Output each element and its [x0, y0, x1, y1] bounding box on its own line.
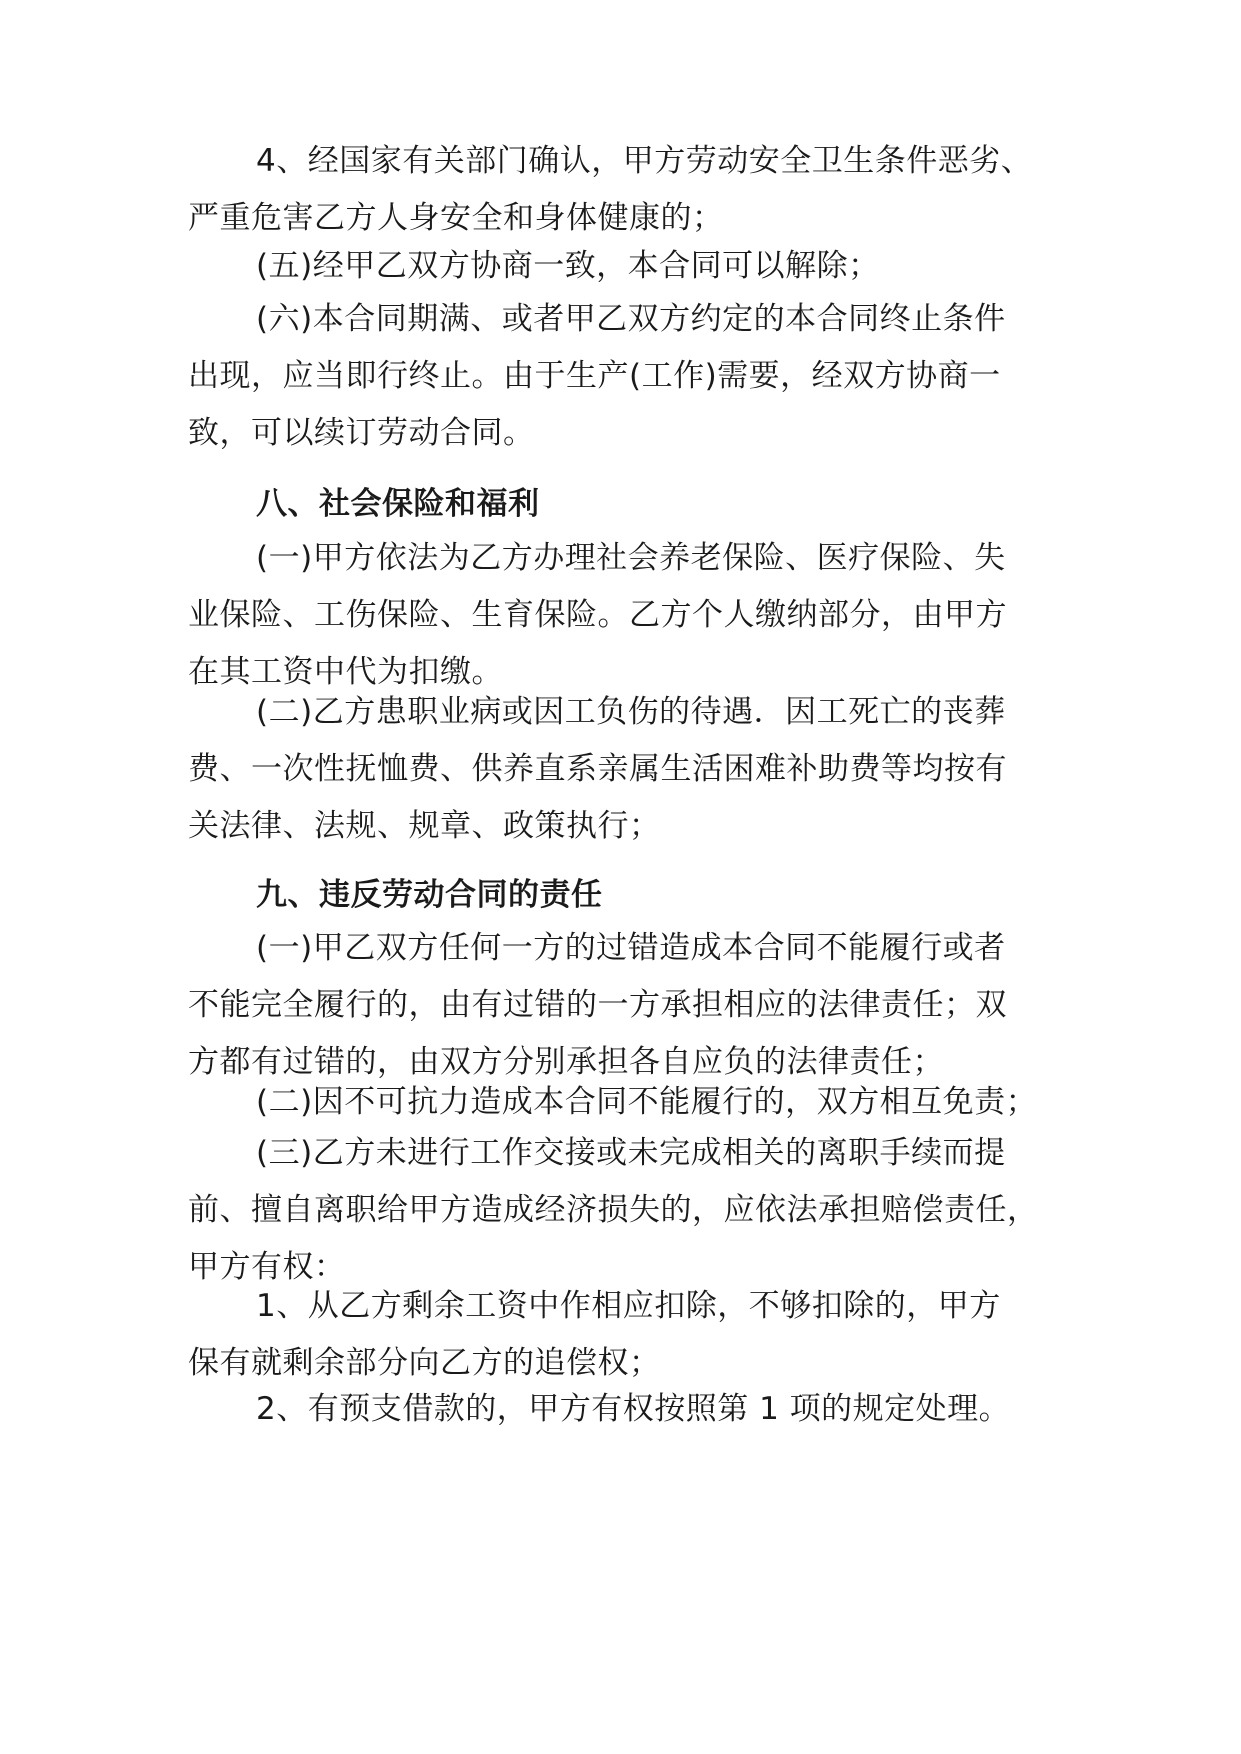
paragraph-line: 前、擅自离职给甲方造成经济损失的，应依法承担赔偿责任，	[188, 1192, 1039, 1228]
section-heading-8: 八、社会保险和福利	[256, 486, 540, 522]
paragraph-line: 4、经国家有关部门确认，甲方劳动安全卫生条件恶劣、	[256, 143, 1033, 179]
paragraph-9-3	[188, 1125, 1068, 1296]
paragraph-9-3-item-1	[188, 1278, 1068, 1392]
paragraph-line: (二)因不可抗力造成本合同不能履行的，双方相互免责；	[256, 1084, 1038, 1120]
paragraph-line: 在其工资中代为扣缴。	[188, 654, 503, 690]
document-page	[188, 0, 1068, 1754]
paragraph-8-2	[188, 684, 1068, 855]
paragraph-line: 甲方有权：	[188, 1249, 346, 1285]
paragraph-9-1	[188, 920, 1068, 1091]
paragraph-line: 1、从乙方剩余工资中作相应扣除，不够扣除的，甲方	[256, 1288, 1001, 1324]
paragraph-line: 方都有过错的，由双方分别承担各自应负的法律责任；	[188, 1044, 944, 1080]
paragraph-item-5	[188, 238, 1068, 295]
paragraph-line: (五)经甲乙双方协商一致，本合同可以解除；	[256, 248, 880, 284]
paragraph-line: 致，可以续订劳动合同。	[188, 415, 535, 451]
paragraph-line: 严重危害乙方人身安全和身体健康的；	[188, 200, 724, 236]
paragraph-line: 不能完全履行的，由有过错的一方承担相应的法律责任；双	[188, 987, 1007, 1023]
paragraph-item-4	[188, 133, 1068, 247]
paragraph-9-2	[188, 1074, 1068, 1131]
paragraph-line: 保有就剩余部分向乙方的追偿权；	[188, 1345, 661, 1381]
paragraph-line: 2、有预支借款的，甲方有权按照第 1 项的规定处理。	[256, 1391, 1011, 1427]
paragraph-line: 出现，应当即行终止。由于生产(工作)需要，经双方协商一	[188, 358, 1001, 394]
paragraph-line: (六)本合同期满、或者甲乙双方约定的本合同终止条件	[256, 301, 1006, 337]
section-heading-9: 九、违反劳动合同的责任	[256, 877, 603, 913]
paragraph-9-3-item-2	[188, 1381, 1068, 1438]
paragraph-line: (一)甲方依法为乙方办理社会养老保险、医疗保险、失	[256, 540, 1006, 576]
paragraph-8-1	[188, 530, 1068, 701]
paragraph-line: 费、一次性抚恤费、供养直系亲属生活困难补助费等均按有	[188, 751, 1007, 787]
paragraph-line: (一)甲乙双方任何一方的过错造成本合同不能履行或者	[256, 930, 1006, 966]
paragraph-line: (三)乙方未进行工作交接或未完成相关的离职手续而提	[256, 1135, 1006, 1171]
paragraph-item-6	[188, 291, 1068, 462]
paragraph-line: 业保险、工伤保险、生育保险。乙方个人缴纳部分，由甲方	[188, 597, 1007, 633]
paragraph-line: (二)乙方患职业病或因工负伤的待遇．因工死亡的丧葬	[256, 694, 1006, 730]
paragraph-line: 关法律、法规、规章、政策执行；	[188, 808, 661, 844]
